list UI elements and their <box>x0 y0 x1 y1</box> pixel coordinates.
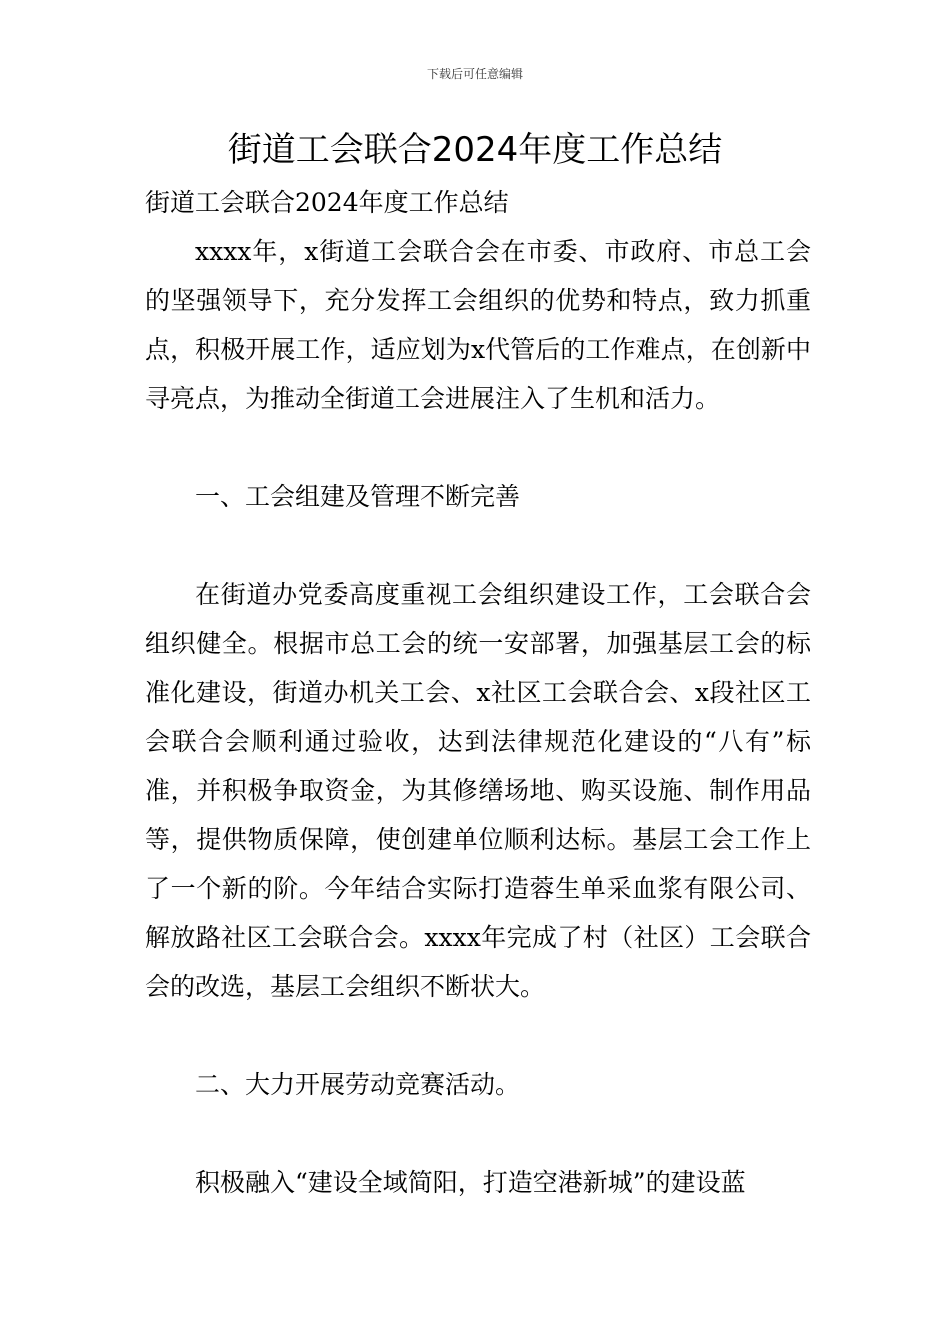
paragraph-gap <box>145 423 811 472</box>
document-title: 街道工会联合2024年度工作总结 <box>227 130 723 170</box>
paragraph-gap <box>145 521 811 570</box>
paragraph-intro: xxxx年，x街道工会联合会在市委、市政府、市总工会的坚强领导下，充分发挥工会组织的优势和特点，致力抓重点，积极开展工作，适应划为x代管后的工作难点，在创新中寻亮点，为推动全街道工会进展注入了生机和活力。 <box>145 237 811 413</box>
header-note: 下载后可任意编辑 <box>426 67 523 81</box>
paragraph-section-2: 积极融入“建设全域简阳，打造空港新城”的建设蓝 <box>195 1168 746 1197</box>
paragraph-gap <box>145 1109 811 1158</box>
section-heading-1: 一、工会组建及管理不断完善 <box>195 482 521 511</box>
document-body <box>145 178 811 1207</box>
section-heading-2: 二、大力开展劳动竞赛活动。 <box>195 1070 521 1099</box>
paragraph-gap <box>145 1011 811 1060</box>
document-subtitle: 街道工会联合2024年度工作总结 <box>145 188 509 217</box>
paragraph-section-1: 在街道办党委高度重视工会组织建设工作，工会联合会组织健全。根据市总工会的统一安部署，加强基层工会的标准化建设，街道办机关工会、x社区工会联合会、x段社区工会联合会顺利通过验收，达到法律规范化建设的“八有”标准，并积极争取资金，为其修缮场地、购买设施、制作用品等，提供物质保障，使创建单位顺利达标。基层工会工作上了一个新的阶。今年结合实际打造蓉生单采血浆有限公司、解放路社区工会联合会。xxxx年完成了村（社区）工会联合会的改选，基层工会组织不断状大。 <box>145 580 811 1001</box>
